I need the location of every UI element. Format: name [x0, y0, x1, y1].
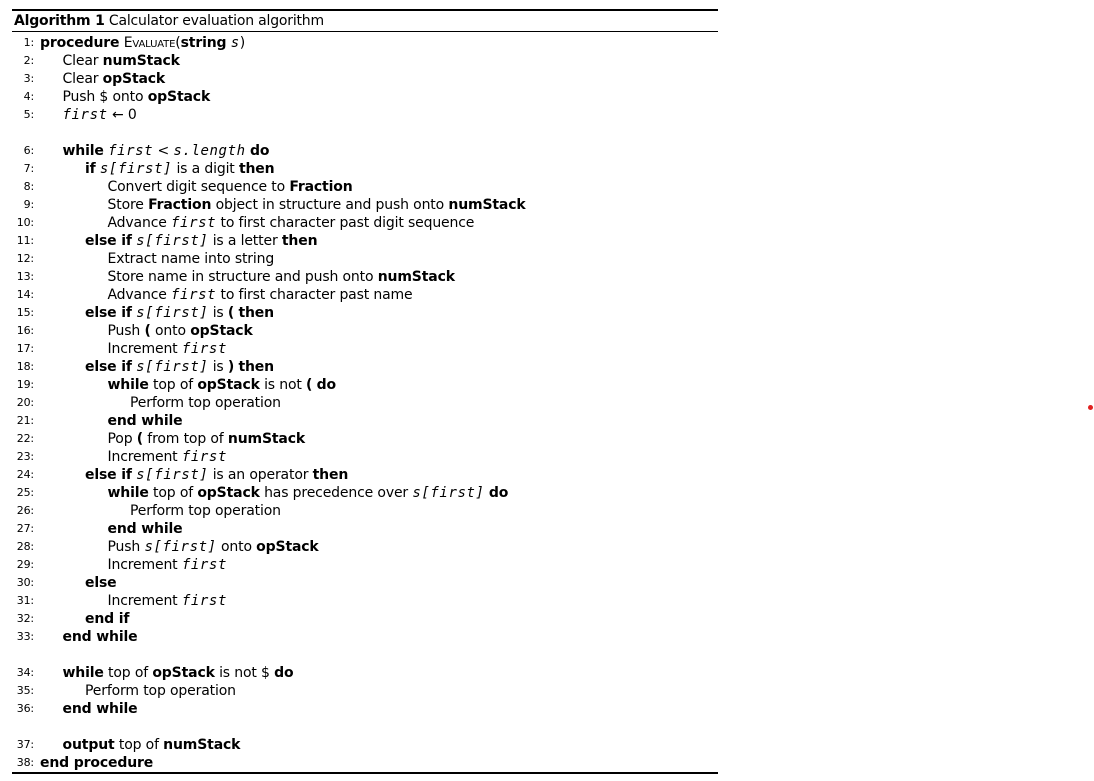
algorithm-title: [12, 11, 718, 31]
line-number: 4:: [23, 89, 34, 103]
algorithm-caption: Calculator evaluation algorithm: [108, 12, 324, 29]
algorithm-line: [12, 502, 718, 520]
line-text: Clear numStack: [62, 52, 180, 69]
line-text: Clear opStack: [62, 70, 166, 87]
line-number: 23:: [16, 449, 34, 463]
line-number: 33:: [16, 629, 34, 643]
algorithm-line: [12, 538, 718, 556]
line-text: Pop ( from top of numStack: [107, 430, 306, 447]
line-number: 24:: [16, 467, 34, 481]
line-number: 20:: [16, 395, 34, 409]
line-number: 16:: [16, 323, 34, 337]
algorithm-block: [12, 9, 718, 771]
line-number: 22:: [16, 431, 34, 445]
red-dot-marker: [1088, 405, 1093, 410]
algorithm-line: [12, 214, 718, 232]
algorithm-line: [12, 358, 718, 376]
algorithm-line: [12, 520, 718, 538]
line-text: Extract name into string: [107, 250, 275, 267]
line-number: 2:: [23, 53, 34, 67]
algorithm-line: [12, 736, 718, 754]
algorithm-line: [12, 394, 718, 412]
line-text: first ← 0: [62, 106, 137, 123]
line-number: 38:: [16, 755, 34, 769]
line-number: 29:: [16, 557, 34, 571]
line-number: 37:: [16, 737, 34, 751]
line-text: end while: [107, 412, 183, 429]
line-number: 8:: [23, 179, 34, 193]
line-number: 14:: [16, 287, 34, 301]
line-text: end if: [85, 610, 130, 627]
line-number: 6:: [23, 143, 34, 157]
algorithm-line: [12, 700, 718, 718]
line-text: else if s[first] is ( then: [85, 304, 274, 321]
line-text: Increment first: [107, 592, 227, 609]
algorithm-line: [12, 88, 718, 106]
line-text: else: [85, 574, 117, 591]
algorithm-line: [12, 286, 718, 304]
line-number: 12:: [16, 251, 34, 265]
algorithm-line: [12, 448, 718, 466]
line-text: Push s[first] onto opStack: [107, 538, 319, 555]
line-number: 19:: [16, 377, 34, 391]
algorithm-line: [12, 34, 718, 52]
line-text: Advance first to first character past digit sequence: [107, 214, 475, 231]
line-number: 10:: [16, 215, 34, 229]
bottom-rule: [12, 772, 718, 774]
line-number: 3:: [23, 71, 34, 85]
algorithm-line: [12, 52, 718, 70]
line-number: 13:: [16, 269, 34, 283]
algorithm-line: [12, 664, 718, 682]
algorithm-line: [12, 682, 718, 700]
line-number: 25:: [16, 485, 34, 499]
algorithm-line: [12, 232, 718, 250]
line-text: Increment first: [107, 340, 227, 357]
line-number: 5:: [23, 107, 34, 121]
algorithm-line: [12, 592, 718, 610]
line-text: Push ( onto opStack: [107, 322, 253, 339]
line-text: Push $ onto opStack: [62, 88, 211, 105]
algorithm-line: [12, 70, 718, 88]
line-text: else if s[first] is ) then: [85, 358, 274, 375]
line-number: 21:: [16, 413, 34, 427]
line-number: 35:: [16, 683, 34, 697]
line-number: 32:: [16, 611, 34, 625]
line-number: 15:: [16, 305, 34, 319]
line-number: 11:: [16, 233, 34, 247]
algorithm-line: [12, 628, 718, 646]
line-number: 7:: [23, 161, 34, 175]
algorithm-line: [12, 754, 718, 772]
line-text: while top of opStack has precedence over s[first] do: [107, 484, 509, 501]
line-number: 30:: [16, 575, 34, 589]
algorithm-line: [12, 412, 718, 430]
line-number: 26:: [16, 503, 34, 517]
line-text: while first < s.length do: [62, 142, 270, 159]
algorithm-line: [12, 484, 718, 502]
line-number: 17:: [16, 341, 34, 355]
line-text: Perform top operation: [85, 682, 236, 699]
line-text: else if s[first] is a letter then: [85, 232, 318, 249]
algorithm-line: [12, 250, 718, 268]
line-text: while top of opStack is not $ do: [62, 664, 294, 681]
line-number: 18:: [16, 359, 34, 373]
algorithm-line: [12, 610, 718, 628]
algorithm-line: [12, 268, 718, 286]
line-text: Advance first to first character past name: [107, 286, 413, 303]
algorithm-line: [12, 106, 718, 124]
line-text: while top of opStack is not ( do: [107, 376, 336, 393]
line-text: Increment first: [107, 556, 227, 573]
algorithm-line: [12, 160, 718, 178]
line-text: Perform top operation: [130, 394, 281, 411]
line-text: Convert digit sequence to Fraction: [107, 178, 353, 195]
algorithm-line: [12, 304, 718, 322]
algorithm-line: [12, 196, 718, 214]
line-number: 36:: [16, 701, 34, 715]
line-text: if s[first] is a digit then: [85, 160, 275, 177]
algorithm-line: [12, 556, 718, 574]
algorithm-label: Algorithm 1: [14, 12, 105, 29]
caption-rule: [12, 31, 718, 32]
line-text: end procedure: [40, 754, 154, 771]
line-text: Perform top operation: [130, 502, 281, 519]
algorithm-line: [12, 322, 718, 340]
line-text: end while: [107, 520, 183, 537]
algorithm-line: [12, 340, 718, 358]
algorithm-line: [12, 178, 718, 196]
line-text: output top of numStack: [62, 736, 241, 753]
algorithm-line: [12, 574, 718, 592]
algorithm-line: [12, 142, 718, 160]
line-text: Increment first: [107, 448, 227, 465]
line-number: 9:: [23, 197, 34, 211]
line-number: 1:: [23, 35, 34, 49]
line-number: 31:: [16, 593, 34, 607]
line-number: 28:: [16, 539, 34, 553]
line-number: 34:: [16, 665, 34, 679]
line-text: end while: [62, 628, 138, 645]
line-text: Store Fraction object in structure and push onto numStack: [107, 196, 526, 213]
algorithm-line: [12, 376, 718, 394]
algorithm-line: [12, 466, 718, 484]
line-number: 27:: [16, 521, 34, 535]
line-text: else if s[first] is an operator then: [85, 466, 349, 483]
line-text: end while: [62, 700, 138, 717]
line-text: Store name in structure and push onto numStack: [107, 268, 455, 285]
line-text: procedure Evaluate(string s): [40, 34, 246, 51]
algorithm-line: [12, 430, 718, 448]
